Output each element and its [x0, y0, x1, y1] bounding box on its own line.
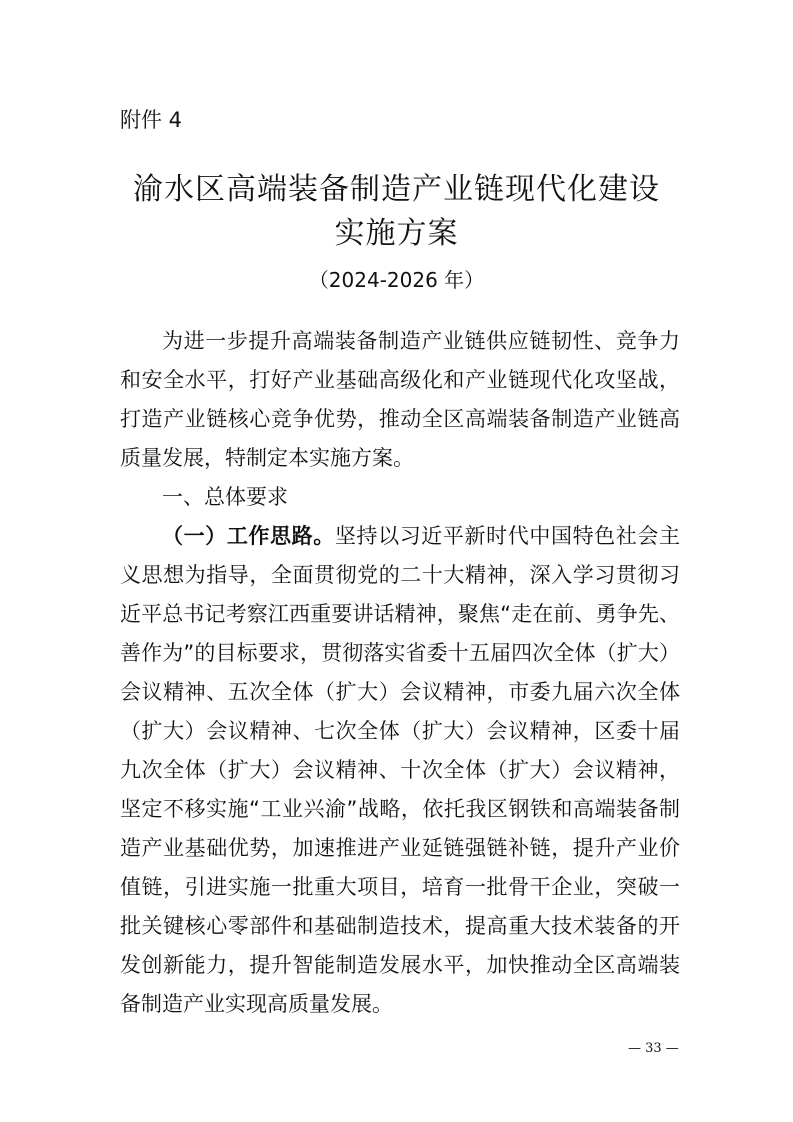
document-title-line-2: 实施方案 — [334, 216, 459, 251]
document-title-line-1: 渝水区高端装备制造产业链现代化建设 — [133, 172, 660, 207]
work-approach-lead: （一）工作思路。 — [162, 524, 335, 548]
page-number: — 33 — — [628, 1041, 679, 1056]
work-approach-body: 坚持以习近平新时代中国特色社会主义思想为指导，全面贯彻党的二十大精神，深入学习贯彻习近平总书记考察江西重要讲话精神，聚焦“走在前、勇争先、善作为”的目标要求，贯彻落实省委十五届四次全体（扩大）会议精神、五次全体（扩大）会议精神，市委九届六次全体（扩大）会议精神、七次全体（扩大）会议精神，区委十届九次全体（扩大）会议精神、十次全体（扩大）会议精神，坚定不移实施“工业兴渝”战略，依托我区钢铁和高端装备制造产业基础优势，加速推进产业延链强链补链，提升产业价值链，引进实施一批重大项目，培育一批骨干企业，突破一批关键核心零部件和基础制造技术，提高重大技术装备的开发创新能力，提升智能制造发展水平，加快推动全区高端装备制造产业实现高质量发展。 — [120, 524, 681, 1016]
work-approach-paragraph — [120, 517, 680, 1024]
intro-paragraph: 为进一步提升高端装备制造产业链供应链韧性、竞争力和安全水平，打好产业基础高级化和产业链现代化攻坚战，打造产业链核心竞争优势，推动全区高端装备制造产业链高质量发展，特制定本实施方案。 — [120, 329, 680, 470]
section-heading-general-requirements: 一、总体要求 — [162, 485, 288, 509]
attachment-label: 附件 4 — [120, 108, 183, 132]
document-subtitle: （2024-2026 年） — [308, 268, 485, 292]
document-body — [120, 322, 680, 1024]
title-block — [0, 168, 793, 294]
